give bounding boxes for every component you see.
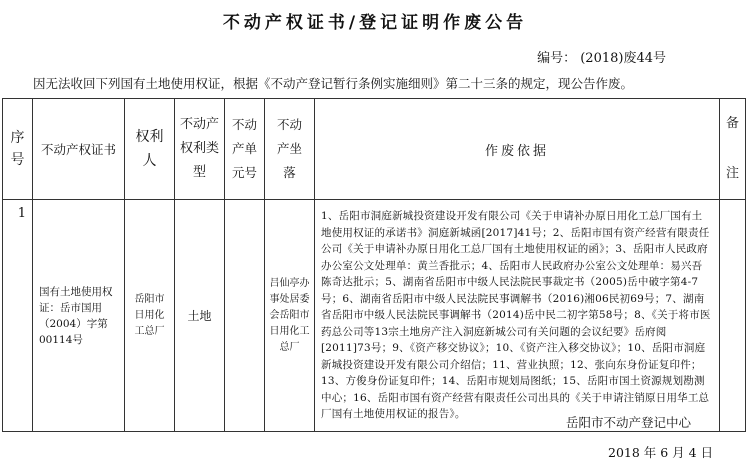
issue-date: 2018 年 6 月 4 日	[608, 445, 714, 460]
header-location-label: 不动产坐落	[276, 117, 302, 180]
row-type: 土地	[175, 200, 225, 432]
announcement-intro: 因无法收回下列国有土地使用权证，根据《不动产登记暂行条例实施细则》第二十三条的规定，现公告作废。	[33, 76, 634, 91]
header-type	[175, 99, 225, 200]
row-unit	[225, 200, 265, 432]
void-certificate-table	[2, 98, 746, 432]
row-basis: 1、岳阳市洞庭新城投资建设开发有限公司《关于申请补办原日用化工总厂国有土地使用权证的承诺书》洞庭新城函[2017]41号；2、岳阳市国有资产经营有限责任公司《关于申请补办原日用化工总厂国有土地使用权证的函》；3、岳阳市人民政府办公室公文处理单：黄兰香批示；4、岳阳市人民政府办公室公文处理单：易兴吾陈奇达批示；5、湖南省岳阳市中级人民法院民事裁定书（2005)岳中破字第4-7号；6、湖南省岳阳市中级人民法院民事调解书（2016)湘06民初69号；7、湖南省岳阳市中级人民法院民事调解书（2014)岳中民二初字第58号；8、《关于将市医药总公司等13宗土地房产注入洞庭新城公司有关问题的会议纪要》岳府阅[2011]73号；9、《资产移交协议》；10、《资产注入移交协议》；10、岳阳市洞庭新城投资建设开发有限公司介绍信；11、营业执照；12、张向东身份证复印件；13、方俊身份证复印件；14、岳阳市规划局图纸；15、岳阳市国土资源规划勘测中心；16、岳阳市国有资产经营有限责任公司出具的《关于申请注销原日用华工总厂国有土地使用权证的报告》。	[315, 200, 720, 432]
header-note-label: 备注	[725, 116, 739, 181]
row-cert: 国有土地使用权证：岳市国用（2004）字第00114号	[33, 200, 125, 432]
row-note	[720, 200, 746, 432]
document-number: 编号： (2018)废44号	[537, 51, 666, 66]
row-location: 吕仙亭办事处居委会岳阳市日用化工总厂	[265, 200, 315, 432]
header-location	[265, 99, 315, 200]
header-basis: 作废依据	[315, 99, 720, 200]
header-seq	[3, 99, 33, 200]
table-header-row	[3, 99, 746, 200]
header-holder	[125, 99, 175, 200]
row-holder: 岳阳市日用化工总厂	[125, 200, 175, 432]
header-type-label: 不动产权利类型	[179, 117, 219, 180]
header-unit-label: 不动产单元号	[231, 117, 257, 180]
header-seq-label: 序号	[10, 130, 25, 168]
page-title: 不动产权证书/登记证明作废公告	[222, 13, 528, 33]
issuing-organization: 岳阳市不动产登记中心	[566, 415, 692, 430]
header-cert: 不动产权证书	[33, 99, 125, 200]
header-note	[720, 99, 746, 200]
header-holder-label: 权利人	[135, 129, 164, 169]
table-row	[3, 200, 746, 432]
row-seq: 1	[3, 200, 33, 432]
header-unit	[225, 99, 265, 200]
